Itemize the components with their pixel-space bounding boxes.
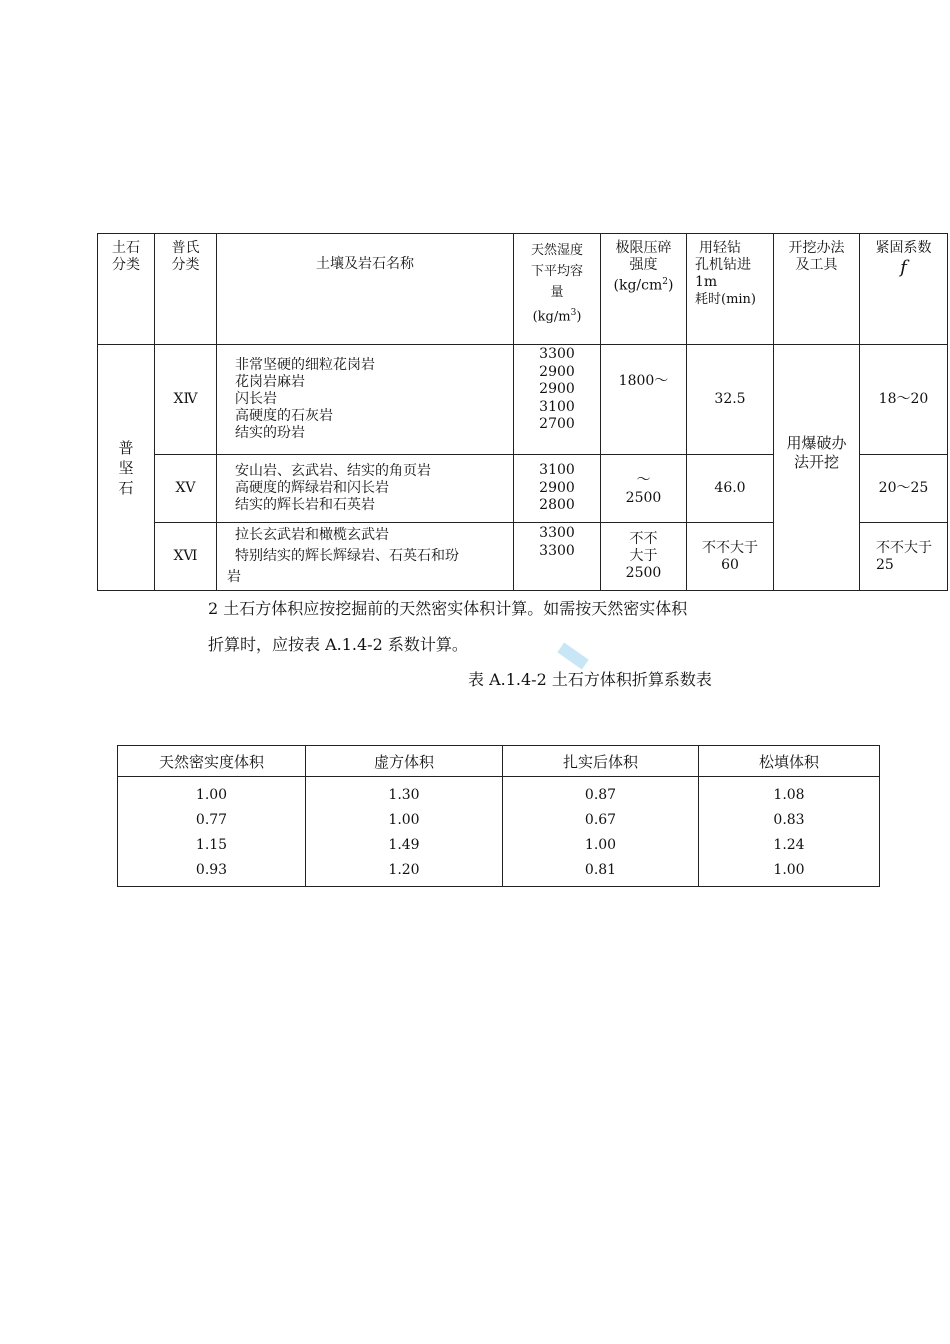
- drill-time-cell: 不不大于 60: [687, 523, 774, 591]
- volume-coefficient-table: [117, 745, 880, 887]
- header-natural-volume: 天然密实度体积: [118, 746, 306, 777]
- coefficient-cell: 18～20: [860, 345, 948, 455]
- strength-cell: 不不 大于 2500: [601, 523, 687, 591]
- table-cell: 1.00: [306, 807, 503, 832]
- table-cell: 0.87: [503, 777, 699, 808]
- drill-time-cell: 46.0: [687, 455, 774, 523]
- header-rock-name: 土壤及岩石名称: [217, 234, 514, 345]
- table-cell: 1.24: [699, 832, 880, 857]
- paragraph-line-1: 2 土石方体积应按挖掘前的天然密实体积计算。如需按天然密实体积: [208, 599, 688, 618]
- method-cell: 用爆破办 法开挖: [774, 345, 860, 591]
- pu-class-cell: XⅥ: [155, 523, 217, 591]
- table-cell: 0.81: [503, 857, 699, 887]
- header-coefficient: 紧固系数 f: [860, 234, 948, 345]
- f-symbol: f: [900, 257, 907, 278]
- header-compacted-volume: 扎实后体积: [503, 746, 699, 777]
- header-strength: 极限压碎 强度 $(kg/cm^2)$: [601, 234, 687, 345]
- table-cell: 1.20: [306, 857, 503, 887]
- rock-names-cell: 安山岩、玄武岩、结实的角页岩 高硬度的辉绿岩和闪长岩 结实的辉长岩和石英岩: [217, 455, 514, 523]
- strength-cell: ～ 2500: [601, 455, 687, 523]
- table-cell: 1.15: [118, 832, 306, 857]
- coefficient-cell: 不不大于 25: [860, 523, 948, 591]
- table-cell: 0.83: [699, 807, 880, 832]
- table-cell: 0.93: [118, 857, 306, 887]
- table-cell: 0.67: [503, 807, 699, 832]
- table-row: [118, 777, 880, 808]
- drill-time-cell: 32.5: [687, 345, 774, 455]
- table-cell: 1.49: [306, 832, 503, 857]
- table-row: [118, 807, 880, 832]
- table-cell: 1.00: [118, 777, 306, 808]
- table-row: [118, 857, 880, 887]
- coefficient-cell: 20～25: [860, 455, 948, 523]
- rock-table-header-row: [98, 234, 948, 345]
- header-density: 天然湿度 下平均容 量 $(kg/m^3)$: [514, 234, 601, 345]
- rock-names-cell: 非常坚硬的细粒花岗岩 花岗岩麻岩 闪长岩 高硬度的石灰岩 结实的玢岩: [217, 345, 514, 455]
- header-pu-class: 普氏 分类: [155, 234, 217, 345]
- strength-cell: 1800～: [601, 345, 687, 455]
- table-cell: 1.00: [503, 832, 699, 857]
- table-cell: 1.08: [699, 777, 880, 808]
- group-label-cell: 普 坚 石: [98, 345, 155, 591]
- pu-class-cell: XⅤ: [155, 455, 217, 523]
- table-cell: 1.00: [699, 857, 880, 887]
- coef-header-row: [118, 746, 880, 777]
- table-cell: 1.30: [306, 777, 503, 808]
- rock-row-14: [98, 345, 948, 455]
- density-cell: 3300 3300: [514, 523, 601, 591]
- header-classification: 土石 分类: [98, 234, 155, 345]
- rock-classification-table: [97, 233, 948, 591]
- header-method: 开挖办法 及工具: [774, 234, 860, 345]
- header-drill-time: 用轻钻 孔机钻进 1m 耗时(min): [687, 234, 774, 345]
- density-cell: 3300 2900 2900 3100 2700: [514, 345, 601, 455]
- density-cell: 3100 2900 2800: [514, 455, 601, 523]
- header-fill-volume: 松填体积: [699, 746, 880, 777]
- rock-names-cell: 拉长玄武岩和橄榄玄武岩 特别结实的辉长辉绿岩、石英石和玢 岩: [217, 523, 514, 591]
- table-row: [118, 832, 880, 857]
- table-cell: 0.77: [118, 807, 306, 832]
- paragraph-line-2: 折算时，应按表 A.1.4-2 系数计算。: [208, 635, 468, 654]
- watermark-mark: [557, 642, 588, 669]
- table-caption: 表 A.1.4-2 土石方体积折算系数表: [468, 670, 712, 689]
- header-loose-volume: 虚方体积: [306, 746, 503, 777]
- pu-class-cell: XⅣ: [155, 345, 217, 455]
